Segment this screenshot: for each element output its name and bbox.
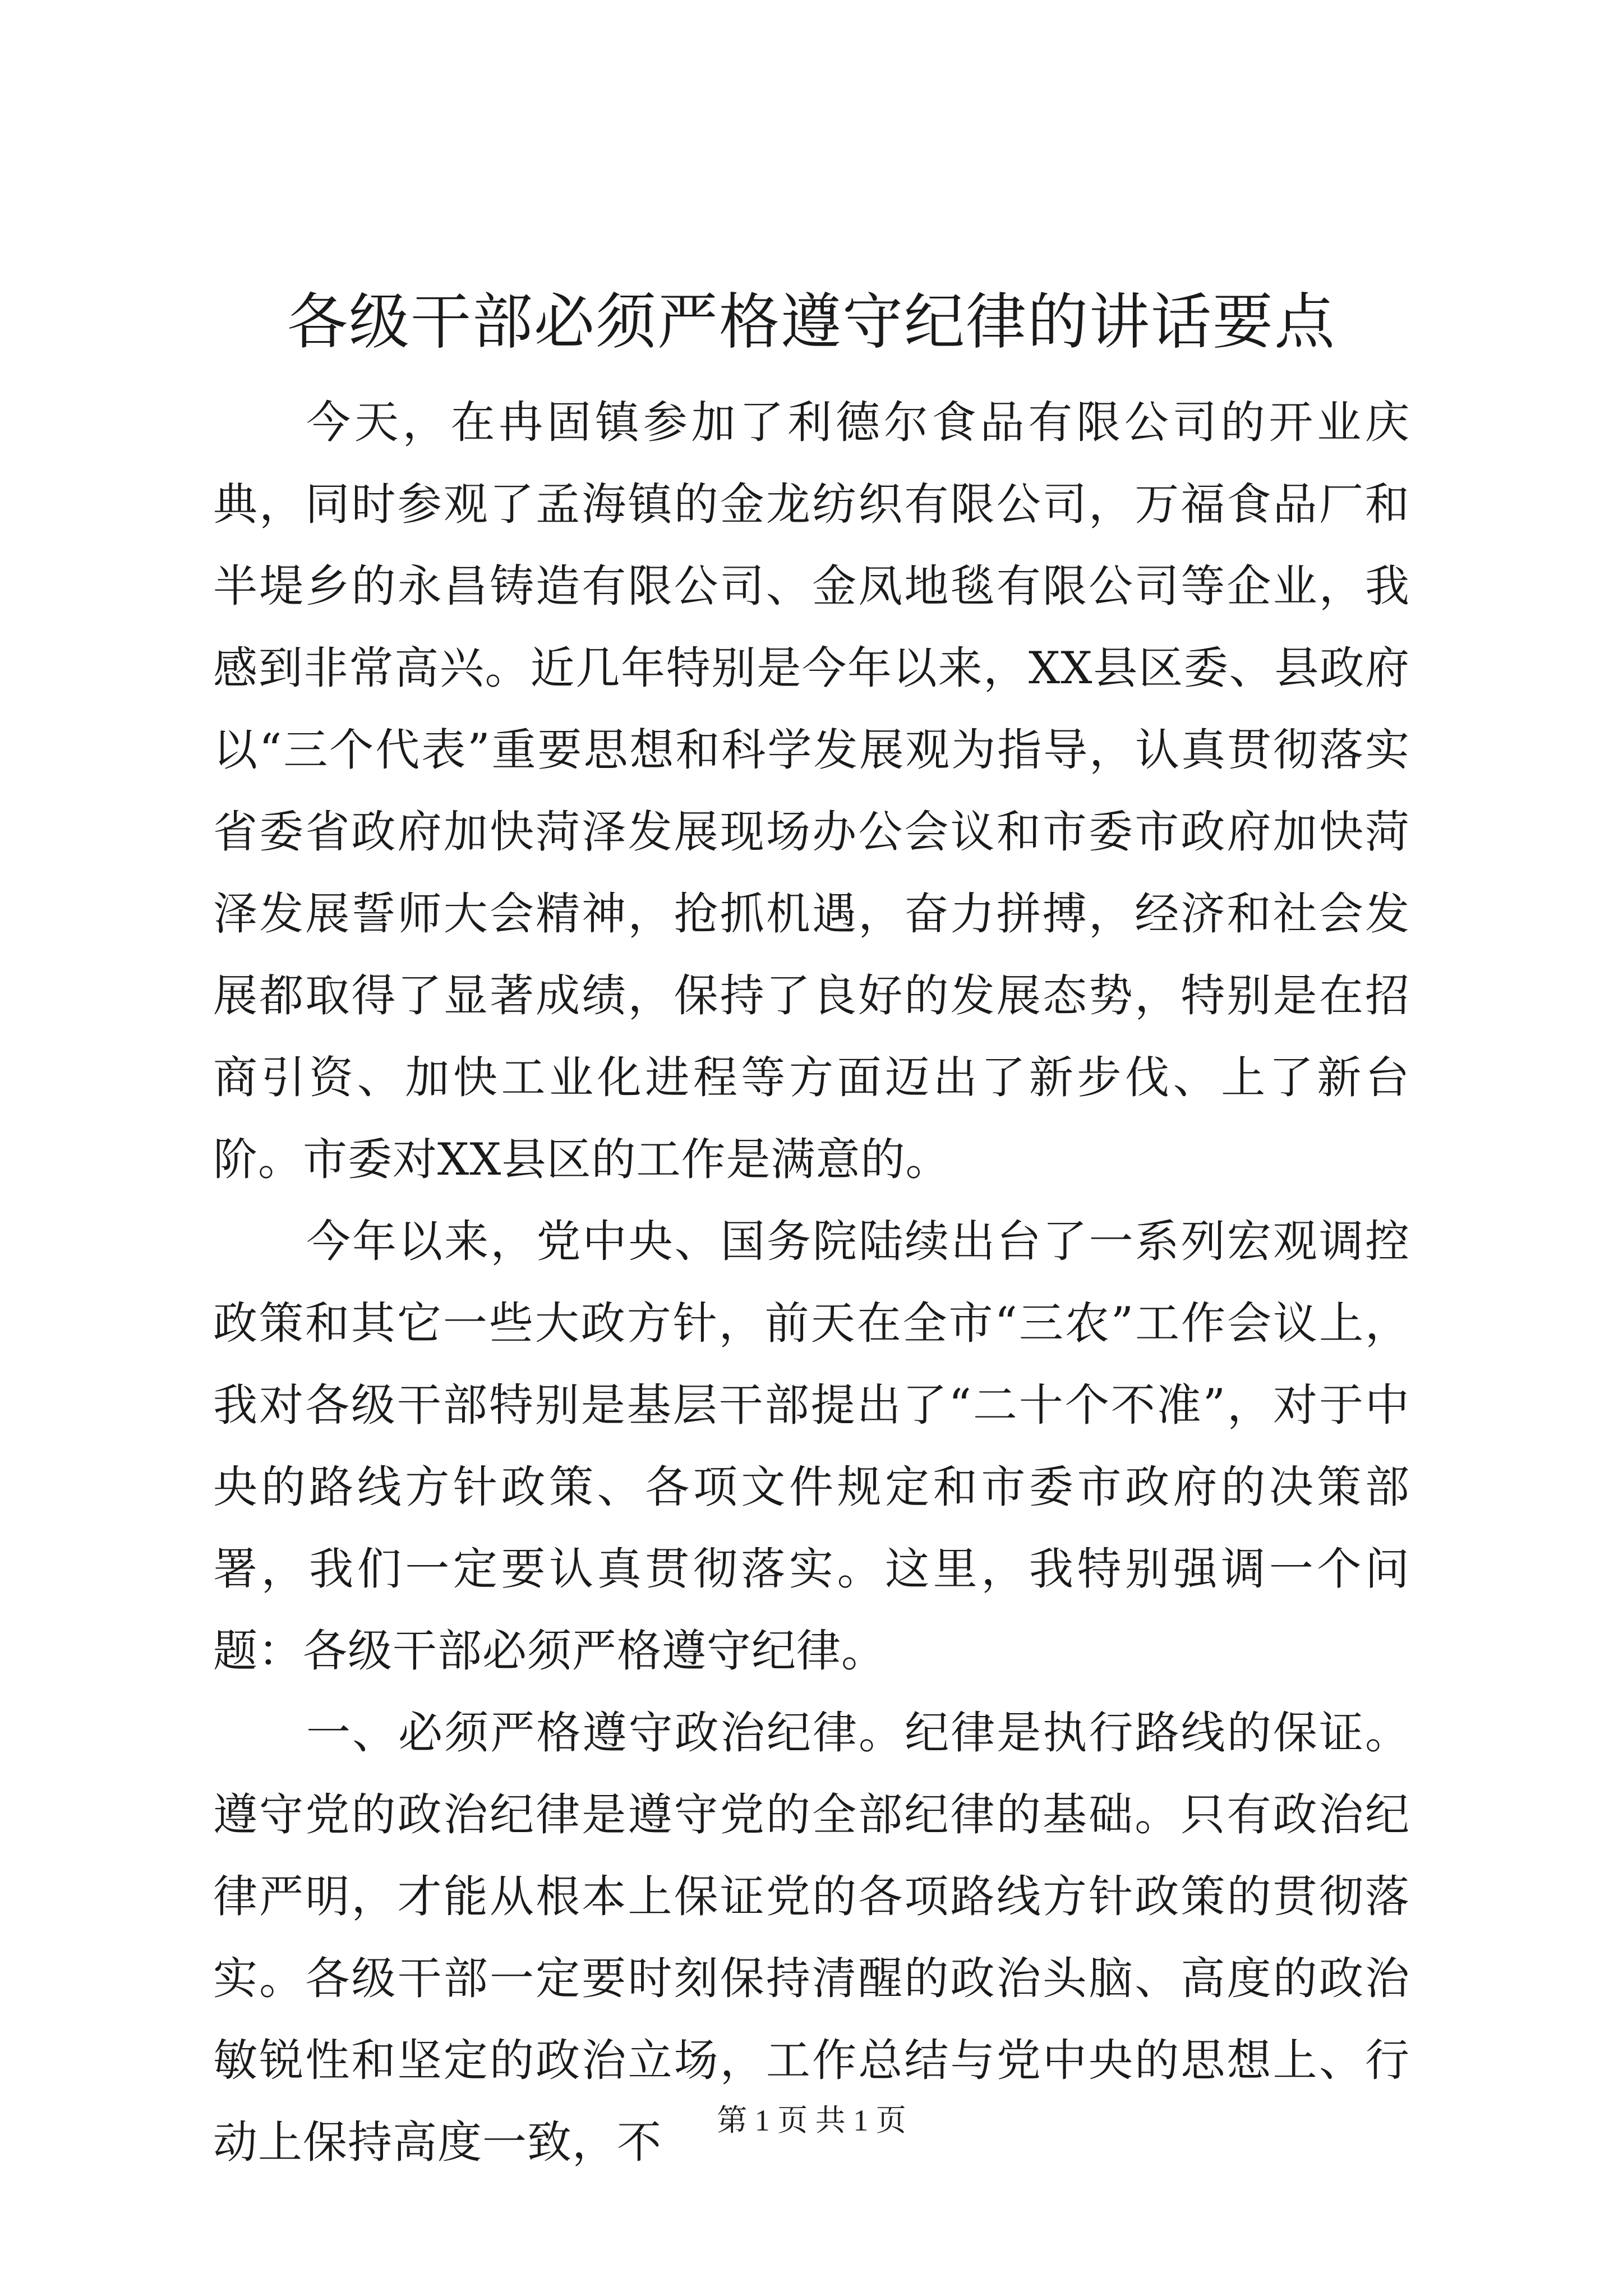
paragraph-3: 一、必须严格遵守政治纪律。纪律是执行路线的保证。遵守党的政治纪律是遵守党的全部纪律的基础。只有政治纪律严明，才能从根本上保证党的各项路线方针政策的贯彻落实。各级干部一定要时刻保持清醒的政治头脑、高度的政治敏锐性和坚定的政治立场，工作总结与党中央的思想上、行动上保持高度一致，不 xyxy=(213,1707,1410,2168)
paragraph-2: 今年以来，党中央、国务院陆续出台了一系列宏观调控政策和其它一些大政方针，前天在全市“三农”工作会议上，我对各级干部特别是基层干部提出了“二十个不准”，对于中央的路线方针政策、各项文件规定和市委市政府的决策部署，我们一定要认真贯彻落实。这里，我特别强调一个问题：各级干部必须严格遵守纪律。 xyxy=(213,1216,1410,1677)
document-title: 各级干部必须严格遵守纪律的讲话要点 xyxy=(287,287,1336,357)
page-footer: 第 1 页 共 1 页 xyxy=(717,2104,906,2137)
document-body xyxy=(213,381,1410,2183)
paragraph-1: 今天，在冉固镇参加了利德尔食品有限公司的开业庆典，同时参观了孟海镇的金龙纺织有限公司，万福食品厂和半堤乡的永昌铸造有限公司、金凤地毯有限公司等企业，我感到非常高兴。近几年特别是今年以来，XX县区委、县政府以“三个代表”重要思想和科学发展观为指导，认真贯彻落实省委省政府加快菏泽发展现场办公会议和市委市政府加快菏泽发展誓师大会精神，抢抓机遇，奋力拼搏，经济和社会发展都取得了显著成绩，保持了良好的发展态势，特别是在招商引资、加快工业化进程等方面迈出了新步伐、上了新台阶。市委对XX县区的工作是满意的。 xyxy=(213,397,1410,1185)
